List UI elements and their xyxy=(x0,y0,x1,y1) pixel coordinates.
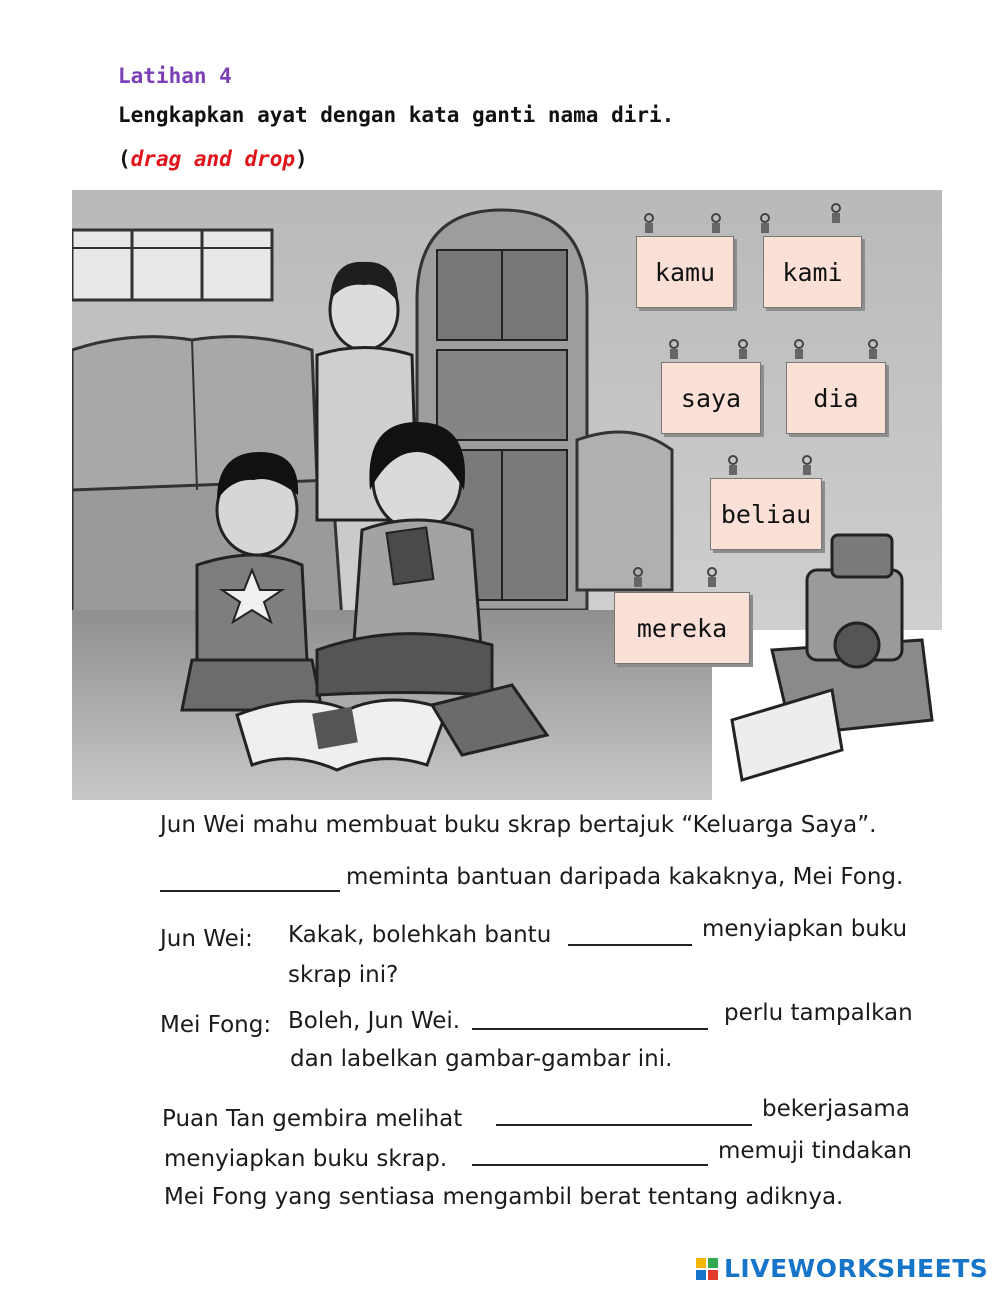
armchair xyxy=(577,432,672,590)
dialog-1-line-2: skrap ini? xyxy=(288,962,399,988)
mode-hint xyxy=(118,147,308,171)
clip-icon xyxy=(667,338,681,360)
speaker-mei-fong: Mei Fong: xyxy=(160,1012,272,1038)
paragraph-3-line-3: Mei Fong yang sentiasa mengambil berat tentang adiknya. xyxy=(164,1184,844,1210)
word-card-kami[interactable] xyxy=(763,236,862,308)
dialog-2-after: perlu tampalkan xyxy=(724,1000,913,1026)
dialog-1-after: menyiapkan buku xyxy=(702,916,908,942)
clip-icon xyxy=(736,338,750,360)
card-label: kami xyxy=(782,257,843,287)
clip-icon xyxy=(792,338,806,360)
word-card-dia[interactable] xyxy=(786,362,886,434)
answer-blank-4[interactable] xyxy=(496,1124,752,1126)
dialog-2-before: Boleh, Jun Wei. xyxy=(288,1008,461,1034)
word-card-saya[interactable] xyxy=(661,362,761,434)
paragraph-3-line-2-before: menyiapkan buku skrap. xyxy=(164,1146,448,1172)
brand-name: LIVEWORKSHEETS xyxy=(724,1254,989,1283)
lesson-title: Latihan 4 xyxy=(118,64,232,88)
word-card-mereka[interactable] xyxy=(614,592,750,664)
clip-icon xyxy=(726,454,740,476)
answer-blank-1[interactable] xyxy=(160,890,340,892)
scrapbook xyxy=(237,700,447,770)
word-card-kamu[interactable] xyxy=(636,236,734,308)
story-line-2: meminta bantuan daripada kakaknya, Mei Fong. xyxy=(346,864,904,890)
window xyxy=(72,230,272,300)
paragraph-3-line-2-after: memuji tindakan xyxy=(718,1138,912,1164)
instruction-text: Lengkapkan ayat dengan kata ganti nama diri. xyxy=(118,103,675,127)
paragraph-3-before: Puan Tan gembira melihat xyxy=(162,1106,463,1132)
clip-icon xyxy=(758,212,772,234)
card-label: kamu xyxy=(654,257,716,287)
dialog-1-before: Kakak, bolehkah bantu xyxy=(288,922,552,948)
card-label: beliau xyxy=(720,499,812,529)
clip-icon xyxy=(705,566,719,588)
clip-icon xyxy=(631,566,645,588)
answer-blank-2[interactable] xyxy=(568,944,692,946)
story-line-1: Jun Wei mahu membuat buku skrap bertajuk “Keluarga Saya”. xyxy=(160,812,877,838)
paragraph-3-after: bekerjasama xyxy=(762,1096,910,1122)
mode-close-paren: ) xyxy=(295,147,308,171)
brand-logo[interactable] xyxy=(696,1254,988,1283)
word-card-beliau[interactable] xyxy=(710,478,822,550)
clip-icon xyxy=(800,454,814,476)
card-label: dia xyxy=(813,383,859,413)
clip-icon xyxy=(709,212,723,234)
answer-blank-5[interactable] xyxy=(472,1164,708,1166)
speaker-jun-wei: Jun Wei: xyxy=(160,926,253,952)
card-label: mereka xyxy=(636,613,728,643)
clip-icon xyxy=(642,212,656,234)
card-label: saya xyxy=(680,383,742,413)
clip-icon xyxy=(866,338,880,360)
liveworksheets-logo-icon xyxy=(696,1258,718,1280)
clip-icon xyxy=(829,202,843,224)
mode-label: drag and drop xyxy=(130,147,296,171)
mode-open-paren: ( xyxy=(118,147,131,171)
dialog-2-line-2: dan labelkan gambar-gambar ini. xyxy=(290,1046,673,1072)
answer-blank-3[interactable] xyxy=(472,1028,708,1030)
